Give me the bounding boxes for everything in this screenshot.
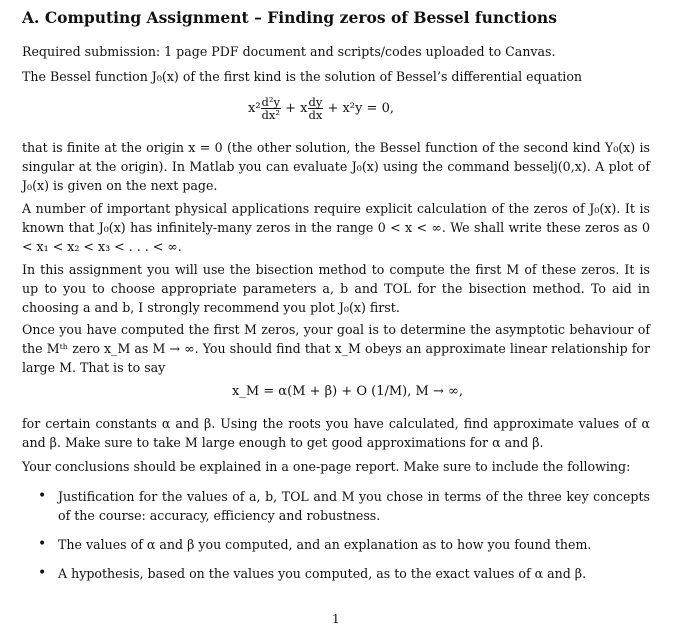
zeros-paragraph: A number of important physical applications require explicit calculation of the zeros of J₀(x). It is known that J₀(x) has infinitely-many zeros in the range 0 < x < ∞. We shall write these zeros as 0 < x₁ < x₂ < x₃ < . . . < ∞.: [22, 201, 650, 254]
submission-paragraph: Required submission: 1 page PDF document and scripts/codes uploaded to Canvas.: [22, 44, 556, 59]
eq-rest: + x²y = 0,: [323, 101, 394, 116]
requirements-list: [38, 487, 650, 583]
bisection-paragraph: In this assignment you will use the bisection method to compute the first M of these zeros. It is up to you to choose appropriate parameters a, b and TOL for the bisection method. To aid in choosing a and b, I strongly recommend you plot J₀(x) first.: [22, 262, 650, 315]
eq-fraction-second-derivative: [261, 96, 281, 121]
eq-fraction-first-derivative: [308, 96, 324, 121]
eq-frac2-den: dx: [308, 108, 323, 122]
list-item: • A hypothesis, based on the values you computed, as to the exact values of α and β.: [38, 564, 650, 583]
finite-origin-paragraph: that is finite at the origin x = 0 (the other solution, the Bessel function of the second kind Y₀(x) is singular at the origin). In Matlab you can evaluate J₀(x) using the command besselj(0,x). A plot of J₀(x) is given on the next page.: [22, 140, 650, 193]
asymptotic-equation: x_M = α(M + β) + O (1/M), M → ∞,: [232, 384, 463, 399]
list-item: • Justification for the values of a, b, TOL and M you chose in terms of the three key concepts of the course: accuracy, efficiency and robustness.: [38, 487, 650, 525]
list-item: • The values of α and β you computed, and an explanation as to how you found them.: [38, 535, 650, 554]
eq-term1-prefix: x²: [248, 101, 261, 116]
page-number: 1: [332, 612, 340, 626]
asymptotic-paragraph: Once you have computed the first M zeros, your goal is to determine the asymptotic behaviour of the Mᵗʰ zero x_M as M → ∞. You should find that x_M obeys an approximate linear relationship for large M. That is to say: [22, 322, 650, 375]
section-heading: A. Computing Assignment – Finding zeros of Bessel functions: [22, 8, 557, 27]
constants-paragraph: for certain constants α and β. Using the roots you have calculated, find approximate values of α and β. Make sure to take M large enough to get good approximations for α and β.: [22, 416, 650, 450]
eq-frac2-num: dy: [308, 95, 323, 109]
eq-plus-x: + x: [281, 101, 308, 116]
eq-frac1-num: d²y: [261, 95, 281, 109]
conclusions-paragraph: Your conclusions should be explained in a one-page report. Make sure to include the following:: [22, 459, 631, 474]
bessel-equation: [248, 96, 394, 121]
bessel-intro-paragraph: The Bessel function J₀(x) of the first kind is the solution of Bessel’s differential equation: [22, 69, 583, 84]
eq-frac1-den: dx²: [261, 108, 281, 122]
